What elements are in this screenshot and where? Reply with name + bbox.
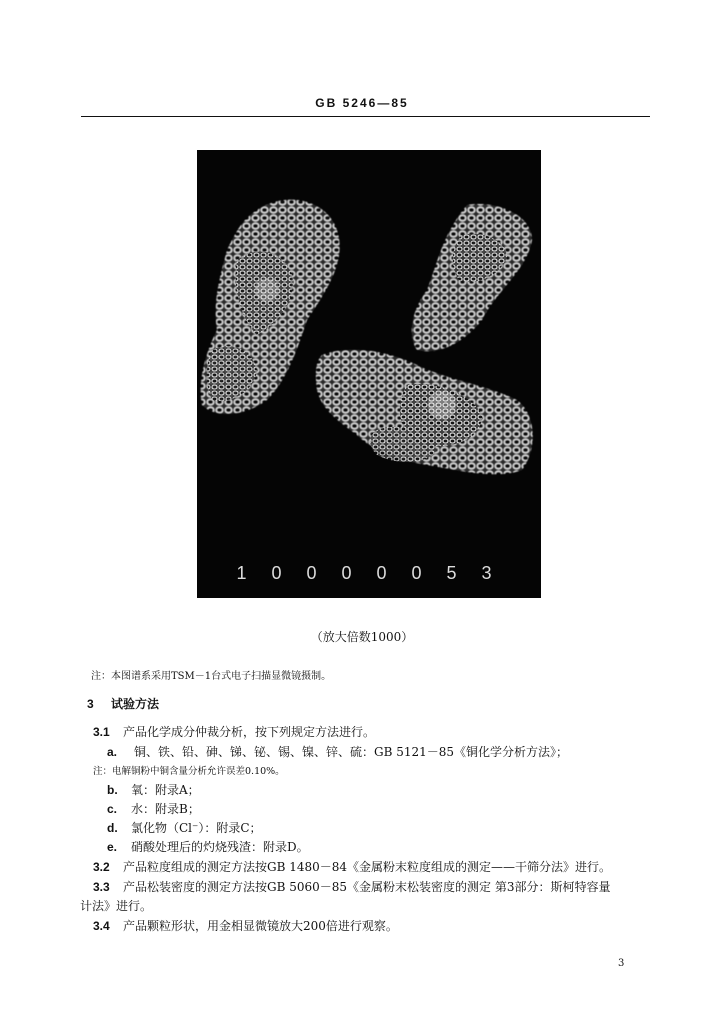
- page-number: 3: [618, 958, 625, 969]
- list-item-c: [107, 800, 200, 817]
- list-item-b: [107, 781, 200, 798]
- clause-text: 产品化学成分仲裁分析，按下列规定方法进行。: [123, 725, 376, 739]
- clause-number: 3.3: [93, 880, 110, 894]
- clause-text: 产品颗粒形状，用金相显微镜放大200倍进行观察。: [123, 919, 398, 933]
- clause-text: 产品松装密度的测定方法按GB 5060－85《金属粉末松装密度的测定 第3部分：斯柯特容量: [123, 880, 611, 894]
- section-heading: [87, 695, 159, 712]
- list-marker: d.: [107, 821, 118, 835]
- page-header: GB 5246—85: [315, 96, 409, 110]
- list-item-d: [107, 819, 262, 836]
- clause-3-3: [93, 878, 610, 895]
- list-marker: a.: [107, 745, 118, 759]
- clause-3-4: [93, 917, 398, 934]
- list-text: 硝酸处理后的灼烧残渣：附录D。: [131, 840, 309, 854]
- clause-text: 产品粒度组成的测定方法按GB 1480－84《金属粉末粒度组成的测定——干筛分法》进行。: [123, 860, 612, 874]
- clause-3-3-continuation: 计法》进行。: [80, 899, 153, 913]
- list-text: 氯化物（Cl⁻）：附录C；: [131, 821, 262, 835]
- list-text: 水：附录B；: [131, 802, 200, 816]
- clause-number: 3.4: [93, 919, 110, 933]
- list-item-a: [107, 743, 568, 760]
- micrograph-image: [197, 150, 541, 598]
- figure-caption: （放大倍数1000）: [310, 630, 414, 644]
- list-marker: c.: [107, 802, 118, 816]
- list-marker: b.: [107, 783, 118, 797]
- list-item-e: [107, 838, 309, 855]
- list-text: 铜、铁、铅、砷、锑、铋、锡、镍、锌、硫：GB 5121－85《铜化学分析方法》；: [134, 745, 569, 759]
- clause-3-1: [93, 723, 375, 740]
- micrograph-scale-label: 1 0 0 0 0 0 5 3: [236, 563, 502, 583]
- sem-micrograph: [197, 150, 541, 598]
- clause-3-2: [93, 858, 611, 875]
- figure-note: 注：本图谱系采用TSM－1台式电子扫描显微镜摄制。: [91, 671, 332, 682]
- clause-number: 3.2: [93, 860, 110, 874]
- list-item-a-note: 注：电解铜粉中铜含量分析允许误差0.10%。: [93, 766, 285, 777]
- header-rule: [81, 116, 650, 117]
- section-number: 3: [87, 697, 94, 711]
- section-title: 试验方法: [111, 697, 160, 711]
- list-marker: e.: [107, 840, 118, 854]
- list-text: 氧：附录A；: [131, 783, 200, 797]
- clause-number: 3.1: [93, 725, 110, 739]
